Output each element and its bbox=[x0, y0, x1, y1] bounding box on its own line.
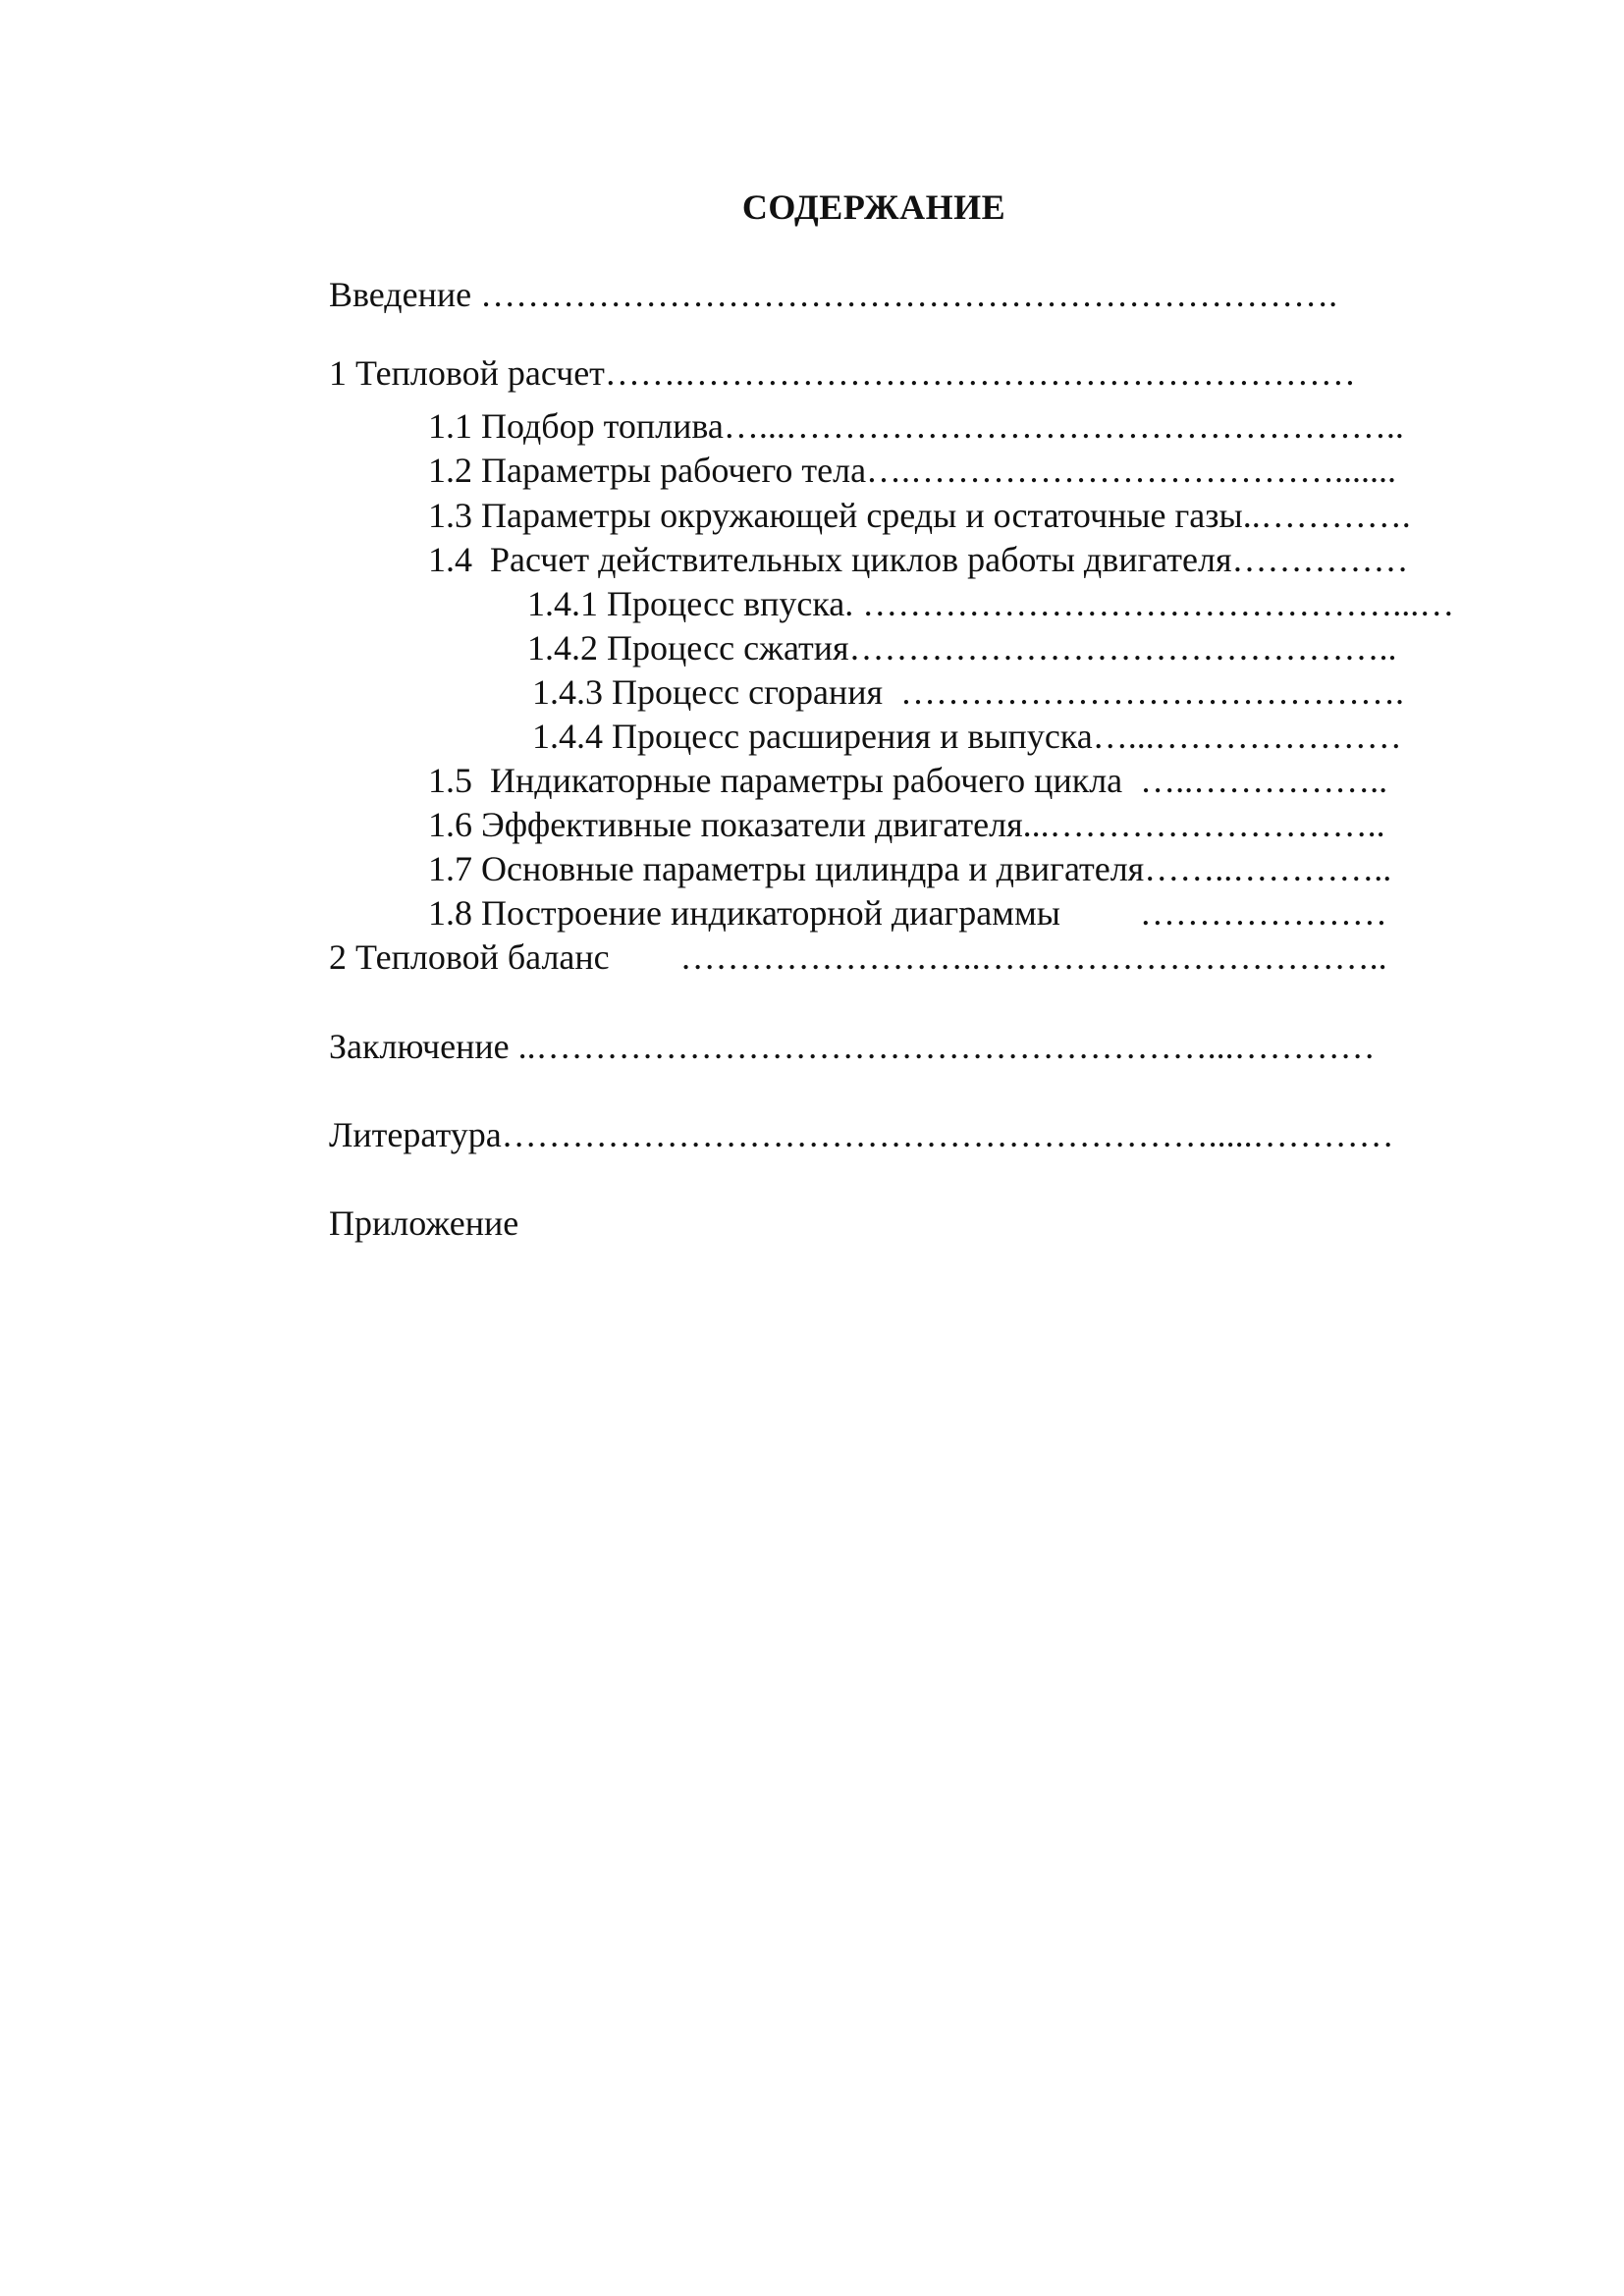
toc-entry-1-4-3: 1.4.3 Процесс сгорания ……………………………………. bbox=[532, 672, 1405, 712]
toc-entry-1-4-2: 1.4.2 Процесс сжатия……………………………………….. bbox=[527, 628, 1397, 667]
toc-entry-1-4-1: 1.4.1 Процесс впуска. ………………………………………...… bbox=[527, 584, 1455, 623]
toc-entry-1-1: 1.1 Подбор топлива…...…………………………………………….. bbox=[428, 406, 1404, 446]
toc-entry-2: 2 Тепловой баланс ……………………..…………………………….. bbox=[329, 937, 1387, 977]
toc-entry-1-4-4: 1.4.4 Процесс расширения и выпуска…...………………… bbox=[532, 717, 1402, 756]
toc-entry-literature: Литература…………………………………………………….....………… bbox=[329, 1115, 1394, 1154]
toc-entry-1: 1 Тепловой расчет…….………………………………………………… bbox=[329, 353, 1356, 393]
toc-entry-1-6: 1.6 Эффективные показатели двигателя...……………………….. bbox=[428, 805, 1385, 844]
toc-entry-1-7: 1.7 Основные параметры цилиндра и двигателя……..………….. bbox=[428, 849, 1392, 888]
toc-entry-conclusion: Заключение ..…………………………………………………...………… bbox=[329, 1027, 1376, 1066]
toc-entry-1-5: 1.5 Индикаторные параметры рабочего цикла …..…………….. bbox=[428, 761, 1388, 800]
toc-entry-1-2: 1.2 Параметры рабочего тела….………………………………....... bbox=[428, 451, 1397, 490]
toc-entry-appendix: Приложение bbox=[329, 1203, 519, 1243]
toc-entry-introduction: Введение ………………………………………………………………. bbox=[329, 275, 1338, 314]
page-title: СОДЕРЖАНИЕ bbox=[741, 187, 1006, 227]
toc-entry-1-4: 1.4 Расчет действительных циклов работы двигателя…………… bbox=[428, 540, 1409, 579]
toc-entry-1-8: 1.8 Построение индикаторной диаграммы ………………… bbox=[428, 893, 1387, 933]
toc-entry-1-3: 1.3 Параметры окружающей среды и остаточные газы..…………. bbox=[428, 496, 1411, 535]
